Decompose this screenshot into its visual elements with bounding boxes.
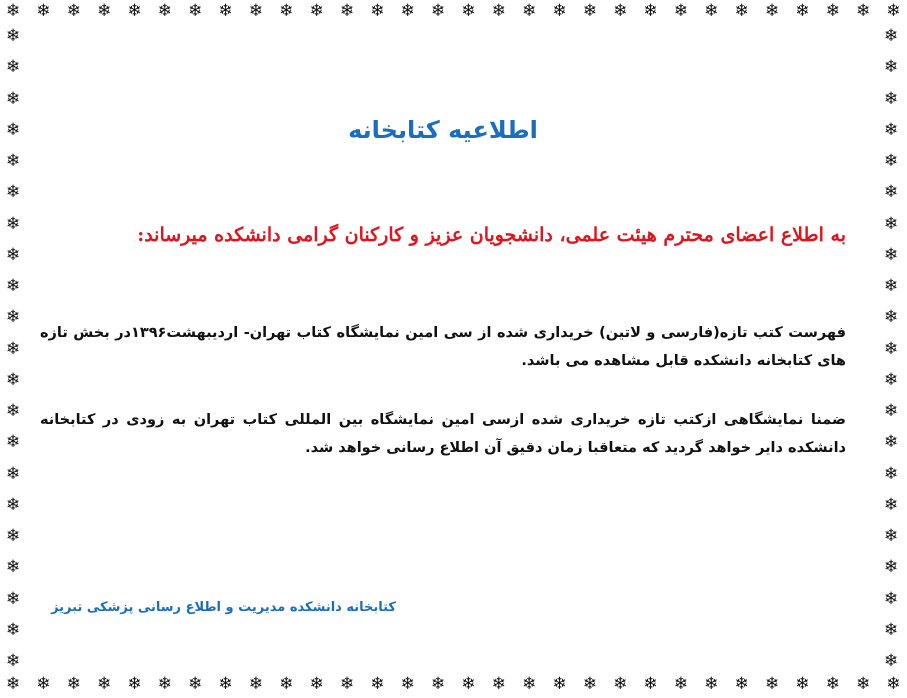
- snowflake-icon: ❄: [673, 674, 689, 694]
- snowflake-icon: ❄: [6, 463, 21, 484]
- snowflake-icon: ❄: [127, 674, 142, 694]
- snowflake-icon: ❄: [6, 494, 21, 515]
- snowflake-icon: ❄: [6, 1, 21, 21]
- snowflake-icon: ❄: [6, 244, 21, 265]
- notice-signature: کتابخانه دانشکده مدیریت و اطلاع رسانی پزشکی تبریز: [51, 600, 396, 615]
- snowflake-icon: ❄: [673, 1, 689, 21]
- snowflake-icon: ❄: [884, 276, 899, 296]
- snowflake-icon: ❄: [36, 674, 51, 694]
- snowflake-icon: ❄: [6, 588, 21, 609]
- snowflake-icon: ❄: [218, 674, 233, 694]
- snowflake-icon: ❄: [884, 151, 899, 171]
- snowflake-icon: ❄: [6, 57, 21, 78]
- snowflake-icon: ❄: [66, 1, 81, 21]
- snowflake-icon: ❄: [6, 674, 21, 694]
- snowflake-icon: ❄: [884, 119, 899, 140]
- snowflake-icon: ❄: [884, 307, 899, 328]
- snowflake-icon: ❄: [248, 674, 264, 694]
- snowflake-icon: ❄: [6, 26, 21, 46]
- snowflake-icon: ❄: [704, 1, 719, 21]
- snowflake-icon: ❄: [884, 369, 899, 390]
- snowflake-icon: ❄: [884, 213, 899, 234]
- snowflake-icon: ❄: [309, 1, 324, 21]
- snowflake-icon: ❄: [491, 1, 506, 21]
- snowflake-icon: ❄: [884, 88, 899, 109]
- snowflake-icon: ❄: [461, 1, 476, 21]
- snowflake-icon: ❄: [6, 119, 21, 140]
- snowflake-icon: ❄: [704, 674, 719, 694]
- snowflake-icon: ❄: [884, 651, 899, 671]
- snowflake-icon: ❄: [431, 674, 446, 694]
- snowflake-icon: ❄: [6, 276, 21, 296]
- snowflake-icon: ❄: [884, 338, 899, 359]
- snowflake-icon: ❄: [734, 1, 749, 21]
- snowflake-icon: ❄: [6, 182, 21, 203]
- snowflake-icon: ❄: [884, 557, 899, 578]
- snowflake-icon: ❄: [6, 307, 21, 328]
- snowflake-icon: ❄: [643, 674, 658, 694]
- snowflake-icon: ❄: [884, 494, 899, 515]
- snowflake-icon: ❄: [370, 674, 385, 694]
- snowflake-icon: ❄: [884, 401, 899, 421]
- snowflake-icon: ❄: [400, 1, 415, 21]
- snowflake-icon: ❄: [886, 674, 901, 694]
- snowflake-icon: ❄: [370, 1, 385, 21]
- snowflake-icon: ❄: [795, 674, 810, 694]
- snowflake-icon: ❄: [522, 674, 537, 694]
- snowflake-icon: ❄: [339, 674, 355, 694]
- snowflake-icon: ❄: [6, 401, 21, 421]
- snowflake-icon: ❄: [491, 674, 506, 694]
- snowflake-icon: ❄: [884, 588, 899, 609]
- snowflake-icon: ❄: [613, 1, 628, 21]
- snowflake-icon: ❄: [613, 674, 628, 694]
- snowflake-icon: ❄: [884, 182, 899, 203]
- snowflake-icon: ❄: [6, 88, 21, 109]
- snowflake-icon: ❄: [582, 674, 598, 694]
- snowflake-icon: ❄: [400, 674, 415, 694]
- snowflake-icon: ❄: [157, 1, 173, 21]
- snowflake-icon: ❄: [6, 338, 21, 359]
- snowflake-icon: ❄: [856, 1, 871, 21]
- snowflake-icon: ❄: [795, 1, 810, 21]
- snowflake-icon: ❄: [6, 369, 21, 390]
- snowflake-icon: ❄: [522, 1, 537, 21]
- snowflake-icon: ❄: [884, 463, 899, 484]
- snowflake-icon: ❄: [97, 1, 112, 21]
- snowflake-icon: ❄: [552, 1, 567, 21]
- snowflake-icon: ❄: [825, 674, 840, 694]
- notice-content: [40, 0, 846, 698]
- snowflake-icon: ❄: [886, 1, 901, 21]
- snowflake-icon: ❄: [188, 674, 203, 694]
- snowflake-icon: ❄: [856, 674, 871, 694]
- snowflake-icon: ❄: [884, 526, 899, 546]
- snowflake-icon: ❄: [36, 1, 51, 21]
- snowflake-icon: ❄: [6, 151, 21, 171]
- snowflake-icon: ❄: [6, 651, 21, 671]
- snowflake-icon: ❄: [279, 674, 294, 694]
- snowflake-icon: ❄: [188, 1, 203, 21]
- snowflake-icon: ❄: [461, 674, 476, 694]
- snowflake-icon: ❄: [6, 213, 21, 234]
- snowflake-icon: ❄: [6, 619, 21, 640]
- snowflake-icon: ❄: [66, 674, 81, 694]
- snowflake-icon: ❄: [764, 1, 780, 21]
- snowflake-icon: ❄: [884, 619, 899, 640]
- snowflake-icon: ❄: [248, 1, 264, 21]
- snowflake-icon: ❄: [279, 1, 294, 21]
- snowflake-icon: ❄: [339, 1, 355, 21]
- snowflake-icon: ❄: [825, 1, 840, 21]
- snowflake-icon: ❄: [97, 674, 112, 694]
- snowflake-icon: ❄: [431, 1, 446, 21]
- snowflake-icon: ❄: [884, 57, 899, 78]
- snowflake-icon: ❄: [884, 432, 899, 453]
- snowflake-icon: ❄: [218, 1, 233, 21]
- notice-title: اطلاعیه کتابخانه: [348, 116, 538, 144]
- notice-greeting: به اطلاع اعضای محترم هیئت علمی، دانشجویان عزیز و کارکنان گرامی دانشکده میرساند:: [137, 224, 846, 246]
- snowflake-icon: ❄: [157, 674, 173, 694]
- notice-paragraph-2: ضمنا نمایشگاهی ازکتب تازه خریداری شده ازسی امین نمایشگاه بین المللی کتاب تهران به زودی در کتابخانه دانشکده دایر خواهد گردید که متعاقبا زمان دقیق آن اطلاع رسانی خواهد شد.: [40, 412, 846, 456]
- snowflake-icon: ❄: [6, 432, 21, 453]
- snowflake-icon: ❄: [127, 1, 142, 21]
- snowflake-icon: ❄: [582, 1, 598, 21]
- notice-paragraph-1: فهرست کتب تازه(فارسی و لاتین) خریداری شده از سی امین نمایشگاه کتاب تهران- اردیبهشت۱۳۹۶در بخش تازه های کتابخانه دانشکده قابل مشاهده می باشد.: [40, 325, 846, 369]
- border-left: [6, 28, 20, 670]
- snowflake-icon: ❄: [764, 674, 780, 694]
- snowflake-icon: ❄: [884, 244, 899, 265]
- snowflake-icon: ❄: [884, 26, 899, 46]
- snowflake-icon: ❄: [552, 674, 567, 694]
- snowflake-icon: ❄: [734, 674, 749, 694]
- snowflake-icon: ❄: [309, 674, 324, 694]
- snowflake-icon: ❄: [643, 1, 658, 21]
- snowflake-icon: ❄: [6, 526, 21, 546]
- border-right: [884, 28, 898, 670]
- snowflake-icon: ❄: [6, 557, 21, 578]
